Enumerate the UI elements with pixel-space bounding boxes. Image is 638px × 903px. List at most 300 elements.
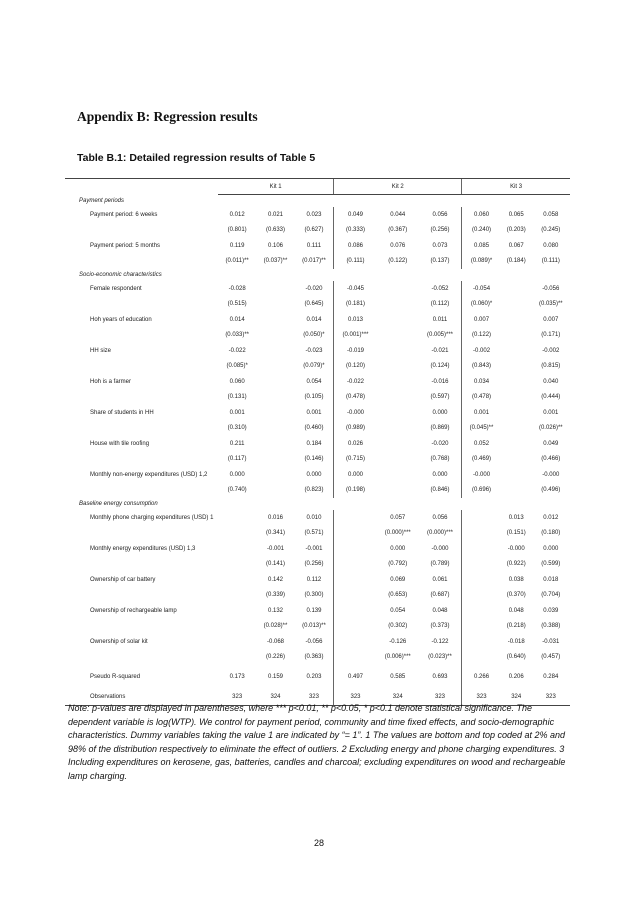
table-cell bbox=[501, 359, 532, 375]
row-label bbox=[65, 223, 218, 239]
table-cell: 0.021 bbox=[267, 211, 283, 218]
table-cell: (0.653) bbox=[388, 592, 408, 599]
table-cell: (0.122) bbox=[462, 328, 501, 344]
section-label: Baseline energy consumption bbox=[79, 501, 158, 507]
table-cell: -0.020 bbox=[305, 285, 323, 292]
table-cell bbox=[334, 650, 377, 666]
table-cell bbox=[334, 619, 377, 635]
table-cell: 0.013 bbox=[508, 514, 524, 521]
table-cell: (0.466) bbox=[541, 456, 561, 463]
table-cell: (0.000)*** bbox=[384, 530, 411, 537]
table-cell bbox=[218, 557, 256, 573]
table-cell bbox=[218, 572, 256, 588]
table-cell: (0.444) bbox=[541, 394, 561, 401]
table-cell: (0.050)* bbox=[303, 332, 325, 339]
table-row bbox=[65, 390, 570, 406]
table-cell: (0.017)** bbox=[302, 258, 326, 265]
section-row bbox=[65, 498, 570, 510]
table-cell: (0.111) bbox=[334, 254, 377, 270]
table-cell bbox=[377, 467, 419, 483]
table-cell bbox=[334, 588, 377, 604]
table-cell: -0.018 bbox=[507, 638, 525, 645]
row-label bbox=[65, 390, 218, 406]
table-cell bbox=[256, 312, 294, 328]
table-cell: (0.026)** bbox=[538, 425, 563, 432]
table-row bbox=[65, 312, 570, 328]
table-cell: -0.056 bbox=[542, 285, 560, 292]
table-cell: 0.139 bbox=[306, 607, 322, 614]
table-cell: (0.256) bbox=[430, 227, 450, 234]
table-cell: (0.310) bbox=[227, 425, 247, 432]
table-cell: (0.180) bbox=[541, 530, 561, 537]
table-cell: (0.599) bbox=[541, 561, 561, 568]
table-cell: -0.020 bbox=[431, 440, 449, 447]
table-cell bbox=[377, 421, 419, 437]
table-cell: (0.120) bbox=[334, 359, 377, 375]
table-cell bbox=[462, 619, 501, 635]
table-cell: (0.122) bbox=[388, 258, 408, 265]
table-cell: 0.119 bbox=[229, 242, 245, 249]
table-cell bbox=[334, 510, 377, 526]
table-cell bbox=[256, 467, 294, 483]
table-row bbox=[65, 603, 570, 619]
table-cell: 0.023 bbox=[306, 211, 322, 218]
table-cell bbox=[334, 557, 377, 573]
table-cell bbox=[256, 483, 294, 499]
row-label: Observations bbox=[65, 689, 218, 705]
table-row bbox=[65, 238, 570, 254]
table-row bbox=[65, 619, 570, 635]
table-cell: (0.597) bbox=[430, 394, 450, 401]
table-cell: (0.006)*** bbox=[384, 654, 411, 661]
table-cell: -0.002 bbox=[542, 347, 560, 354]
table-cell: (0.085)* bbox=[226, 363, 248, 370]
table-cell: -0.000 bbox=[334, 405, 377, 421]
table-cell: 0.060 bbox=[229, 378, 245, 385]
table-row bbox=[65, 405, 570, 421]
table-cell: 0.173 bbox=[229, 674, 245, 680]
table-cell: 0.497 bbox=[334, 665, 377, 689]
header-kit-2: Kit 2 bbox=[334, 179, 462, 195]
table-cell: -0.126 bbox=[389, 638, 407, 645]
table-cell: (0.013)** bbox=[302, 623, 326, 630]
table-cell: 0.014 bbox=[306, 316, 322, 323]
table-cell bbox=[256, 390, 294, 406]
table-cell: 0.266 bbox=[462, 665, 501, 689]
table-cell: (0.627) bbox=[304, 227, 324, 234]
table-cell: -0.019 bbox=[334, 343, 377, 359]
table-cell: (0.240) bbox=[462, 223, 501, 239]
table-cell: (0.457) bbox=[541, 654, 561, 661]
table-row bbox=[65, 328, 570, 344]
row-label: Share of students in HH bbox=[90, 409, 154, 416]
table-cell: (0.184) bbox=[506, 258, 526, 265]
regression-table bbox=[65, 178, 570, 706]
table-cell: -0.068 bbox=[266, 638, 284, 645]
table-cell: 323 bbox=[295, 689, 334, 705]
table-cell bbox=[256, 297, 294, 313]
table-cell: (0.137) bbox=[430, 258, 450, 265]
table-cell bbox=[256, 436, 294, 452]
table-cell bbox=[501, 483, 532, 499]
table-cell: -0.122 bbox=[431, 638, 449, 645]
table-cell: (0.478) bbox=[462, 390, 501, 406]
row-label: Monthly non-energy expenditures (USD) 1,2 bbox=[90, 471, 208, 478]
row-label: Hoh is a farmer bbox=[90, 378, 132, 385]
header-blank bbox=[65, 179, 218, 195]
table-cell bbox=[462, 650, 501, 666]
row-label bbox=[65, 588, 218, 604]
table-cell: (0.226) bbox=[265, 654, 285, 661]
table-cell bbox=[377, 281, 419, 297]
table-cell: -0.045 bbox=[334, 281, 377, 297]
table-cell: 0.132 bbox=[267, 607, 283, 614]
table-cell bbox=[462, 541, 501, 557]
table-row bbox=[65, 526, 570, 542]
table-cell bbox=[377, 436, 419, 452]
table-cell: (0.131) bbox=[227, 394, 247, 401]
table-cell: 0.034 bbox=[462, 374, 501, 390]
table-cell: -0.000 bbox=[462, 467, 501, 483]
table-cell bbox=[501, 343, 532, 359]
table-cell: (0.001)*** bbox=[334, 328, 377, 344]
table-cell: (0.300) bbox=[304, 592, 324, 599]
table-row bbox=[65, 343, 570, 359]
table-cell bbox=[334, 526, 377, 542]
table-row bbox=[65, 510, 570, 526]
table-cell: (0.146) bbox=[304, 456, 324, 463]
table-cell bbox=[501, 436, 532, 452]
row-label bbox=[65, 328, 218, 344]
table-cell: (0.367) bbox=[388, 227, 408, 234]
table-cell bbox=[256, 343, 294, 359]
table-cell: 324 bbox=[501, 689, 532, 705]
table-cell bbox=[462, 557, 501, 573]
table-cell: -0.002 bbox=[462, 343, 501, 359]
table-cell bbox=[256, 359, 294, 375]
table-cell: 0.184 bbox=[306, 440, 322, 447]
table-cell: 323 bbox=[462, 689, 501, 705]
table-cell: (0.823) bbox=[304, 487, 324, 494]
table-cell: (0.740) bbox=[227, 487, 247, 494]
table-cell: 0.080 bbox=[543, 242, 559, 249]
section-row bbox=[65, 269, 570, 281]
table-cell: 0.057 bbox=[390, 514, 406, 521]
table-cell bbox=[218, 588, 256, 604]
table-cell: 0.007 bbox=[462, 312, 501, 328]
table-cell: (0.339) bbox=[265, 592, 285, 599]
row-label: Payment period: 6 weeks bbox=[90, 211, 158, 218]
table-cell: 0.211 bbox=[229, 440, 245, 447]
table-cell: 0.039 bbox=[543, 607, 559, 614]
table-cell bbox=[501, 312, 532, 328]
table-cell: 0.052 bbox=[462, 436, 501, 452]
table-cell bbox=[377, 312, 419, 328]
table-cell: (0.696) bbox=[462, 483, 501, 499]
row-label: Pseudo R-squared bbox=[90, 674, 141, 680]
table-cell: 324 bbox=[377, 689, 419, 705]
row-label: HH size bbox=[90, 347, 112, 354]
table-cell bbox=[218, 634, 256, 650]
header-kit-1: Kit 1 bbox=[218, 179, 334, 195]
table-cell bbox=[462, 588, 501, 604]
table-row bbox=[65, 223, 570, 239]
table-cell: (0.256) bbox=[304, 561, 324, 568]
table-cell bbox=[462, 526, 501, 542]
section-label: Socio-economic characteristics bbox=[79, 272, 162, 278]
table-cell bbox=[501, 390, 532, 406]
table-cell: (0.922) bbox=[506, 561, 526, 568]
table-cell: (0.633) bbox=[265, 227, 285, 234]
table-cell bbox=[377, 405, 419, 421]
table-row bbox=[65, 374, 570, 390]
table-cell: (0.035)** bbox=[538, 301, 563, 308]
table-cell: (0.989) bbox=[334, 421, 377, 437]
table-cell bbox=[334, 603, 377, 619]
table-cell: 0.007 bbox=[543, 316, 559, 323]
table-cell: (0.715) bbox=[334, 452, 377, 468]
table-cell: (0.079)* bbox=[303, 363, 325, 370]
table-cell: 0.056 bbox=[432, 514, 448, 521]
table-row bbox=[65, 541, 570, 557]
table-cell: (0.181) bbox=[334, 297, 377, 313]
table-cell: 0.203 bbox=[306, 674, 322, 680]
row-label bbox=[65, 650, 218, 666]
table-cell: (0.089)* bbox=[462, 254, 501, 270]
table-row bbox=[65, 572, 570, 588]
table-row bbox=[65, 483, 570, 499]
table-cell: (0.370) bbox=[506, 592, 526, 599]
table-cell bbox=[462, 510, 501, 526]
section-label: Payment periods bbox=[79, 198, 125, 204]
table-cell: (0.198) bbox=[334, 483, 377, 499]
table-cell bbox=[377, 390, 419, 406]
table-cell: 323 bbox=[532, 689, 570, 705]
table-cell: (0.363) bbox=[304, 654, 324, 661]
table-cell: 0.000 bbox=[432, 471, 448, 478]
table-cell: (0.869) bbox=[430, 425, 450, 432]
table-cell: (0.843) bbox=[462, 359, 501, 375]
table-cell bbox=[334, 572, 377, 588]
row-label bbox=[65, 619, 218, 635]
table-cell: (0.373) bbox=[430, 623, 450, 630]
table-cell: -0.000 bbox=[431, 545, 449, 552]
table-cell: (0.005)*** bbox=[426, 332, 453, 339]
table-cell: -0.000 bbox=[507, 545, 525, 552]
table-cell: 0.159 bbox=[267, 674, 283, 680]
table-row bbox=[65, 359, 570, 375]
table-cell: (0.023)** bbox=[428, 654, 452, 661]
table-cell bbox=[334, 634, 377, 650]
table-cell: 0.000 bbox=[306, 471, 322, 478]
table-cell: 0.049 bbox=[334, 207, 377, 223]
table-cell: 0.693 bbox=[432, 674, 448, 680]
table-cell bbox=[256, 405, 294, 421]
table-cell: 0.206 bbox=[508, 674, 524, 680]
table-cell: (0.028)** bbox=[263, 623, 288, 630]
row-label: Hoh years of education bbox=[90, 316, 152, 323]
table-cell: 0.040 bbox=[543, 378, 559, 385]
row-label: Monthly phone charging expenditures (USD) 1 bbox=[90, 514, 214, 521]
table-cell: 323 bbox=[419, 689, 462, 705]
table-cell: -0.022 bbox=[228, 347, 246, 354]
table-row bbox=[65, 254, 570, 270]
table-cell: (0.640) bbox=[506, 654, 526, 661]
table-cell: (0.124) bbox=[430, 363, 450, 370]
table-cell: (0.218) bbox=[506, 623, 526, 630]
table-cell: 0.111 bbox=[306, 242, 322, 249]
table-cell: 324 bbox=[256, 689, 294, 705]
table-cell: (0.645) bbox=[304, 301, 324, 308]
table-cell bbox=[256, 452, 294, 468]
table-cell: 0.112 bbox=[306, 576, 322, 583]
table-row bbox=[65, 297, 570, 313]
table-cell: (0.846) bbox=[430, 487, 450, 494]
table-cell: -0.000 bbox=[542, 471, 560, 478]
table-cell bbox=[218, 510, 256, 526]
table-cell bbox=[462, 634, 501, 650]
table-cell: 0.049 bbox=[543, 440, 559, 447]
table-cell: 0.018 bbox=[543, 576, 559, 583]
table-cell: -0.054 bbox=[462, 281, 501, 297]
table-cell: (0.704) bbox=[541, 592, 561, 599]
table-cell bbox=[377, 297, 419, 313]
table-cell: 0.011 bbox=[432, 316, 448, 323]
table-cell bbox=[218, 526, 256, 542]
table-cell: (0.037)** bbox=[263, 258, 288, 265]
table-cell bbox=[218, 650, 256, 666]
table-cell: 0.000 bbox=[229, 471, 245, 478]
table-cell bbox=[501, 421, 532, 437]
table-cell: 0.001 bbox=[306, 409, 322, 416]
table-cell bbox=[218, 541, 256, 557]
row-label: Ownership of rechargeable lamp bbox=[90, 607, 177, 614]
table-cell: 0.142 bbox=[267, 576, 283, 583]
table-row bbox=[65, 207, 570, 223]
row-label: House with tile roofing bbox=[90, 440, 150, 447]
table-cell bbox=[462, 603, 501, 619]
table-cell: -0.001 bbox=[305, 545, 323, 552]
table-cell: (0.105) bbox=[304, 394, 324, 401]
table-cell: 0.061 bbox=[432, 576, 448, 583]
table-cell bbox=[501, 467, 532, 483]
row-label bbox=[65, 359, 218, 375]
row-label bbox=[65, 297, 218, 313]
table-row bbox=[65, 467, 570, 483]
table-cell: (0.515) bbox=[227, 301, 247, 308]
table-cell: -0.016 bbox=[431, 378, 449, 385]
table-cell bbox=[256, 421, 294, 437]
table-cell: (0.203) bbox=[506, 227, 526, 234]
table-cell: (0.333) bbox=[334, 223, 377, 239]
table-cell bbox=[501, 452, 532, 468]
table-cell: 0.014 bbox=[229, 316, 245, 323]
table-cell: 0.026 bbox=[334, 436, 377, 452]
row-label bbox=[65, 254, 218, 270]
header-kit-3: Kit 3 bbox=[462, 179, 570, 195]
table-cell: -0.021 bbox=[431, 347, 449, 354]
table-cell bbox=[501, 297, 532, 313]
table-cell: (0.469) bbox=[462, 452, 501, 468]
section-row bbox=[65, 195, 570, 208]
table-cell: 0.073 bbox=[432, 242, 448, 249]
table-cell: (0.388) bbox=[541, 623, 561, 630]
table-cell: 0.076 bbox=[390, 242, 406, 249]
table-cell bbox=[377, 452, 419, 468]
table-row bbox=[65, 588, 570, 604]
table-cell: 0.060 bbox=[462, 207, 501, 223]
table-cell: -0.001 bbox=[266, 545, 284, 552]
row-label bbox=[65, 452, 218, 468]
row-label bbox=[65, 483, 218, 499]
table-cell: 0.001 bbox=[543, 409, 559, 416]
table-cell: 0.048 bbox=[508, 607, 524, 614]
table-cell: -0.052 bbox=[431, 285, 449, 292]
table-row bbox=[65, 634, 570, 650]
table-cell: 0.054 bbox=[390, 607, 406, 614]
table-cell: (0.111) bbox=[541, 258, 560, 265]
table-cell: 0.000 bbox=[432, 409, 448, 416]
table-cell: -0.022 bbox=[334, 374, 377, 390]
table-cell bbox=[256, 374, 294, 390]
table-cell: 0.056 bbox=[432, 211, 448, 218]
table-cell: 0.058 bbox=[543, 211, 559, 218]
table-cell: 0.001 bbox=[462, 405, 501, 421]
table-cell: (0.171) bbox=[541, 332, 561, 339]
table-cell: (0.011)** bbox=[225, 258, 249, 265]
table-row bbox=[65, 421, 570, 437]
table-cell: (0.033)** bbox=[225, 332, 249, 339]
table-cell: 0.000 bbox=[543, 545, 559, 552]
table-row bbox=[65, 436, 570, 452]
table-cell bbox=[377, 374, 419, 390]
page-number: 28 bbox=[313, 838, 324, 848]
row-label: Payment period: 5 months bbox=[90, 242, 161, 249]
table-cell: (0.117) bbox=[227, 456, 247, 463]
table-cell: -0.023 bbox=[305, 347, 323, 354]
table-cell: (0.496) bbox=[541, 487, 561, 494]
table-title: Table B.1: Detailed regression results of Table 5 bbox=[77, 152, 316, 164]
table-cell bbox=[501, 281, 532, 297]
table-cell: 0.044 bbox=[390, 211, 406, 218]
table-cell bbox=[256, 328, 294, 344]
table-cell bbox=[334, 541, 377, 557]
table-cell: (0.687) bbox=[430, 592, 450, 599]
table-cell: -0.031 bbox=[542, 638, 560, 645]
table-cell: (0.245) bbox=[541, 227, 561, 234]
appendix-heading: Appendix B: Regression results bbox=[77, 109, 258, 124]
table-cell: 0.086 bbox=[334, 238, 377, 254]
table-cell: (0.045)** bbox=[462, 421, 501, 437]
table-cell: 0.013 bbox=[334, 312, 377, 328]
table-cell: (0.151) bbox=[506, 530, 526, 537]
table-cell: (0.000)*** bbox=[426, 530, 453, 537]
table-cell: 0.065 bbox=[508, 211, 524, 218]
table-cell: (0.302) bbox=[388, 623, 408, 630]
table-cell: (0.460) bbox=[304, 425, 324, 432]
table-cell: (0.789) bbox=[430, 561, 450, 568]
table-cell bbox=[501, 374, 532, 390]
table-cell: 0.001 bbox=[229, 409, 245, 416]
table-cell bbox=[377, 343, 419, 359]
table-cell: 0.067 bbox=[508, 242, 524, 249]
table-cell: 0.000 bbox=[334, 467, 377, 483]
table-cell: (0.792) bbox=[388, 561, 408, 568]
row-label bbox=[65, 421, 218, 437]
table-row bbox=[65, 665, 570, 689]
table-cell: (0.815) bbox=[541, 363, 561, 370]
row-label bbox=[65, 557, 218, 573]
